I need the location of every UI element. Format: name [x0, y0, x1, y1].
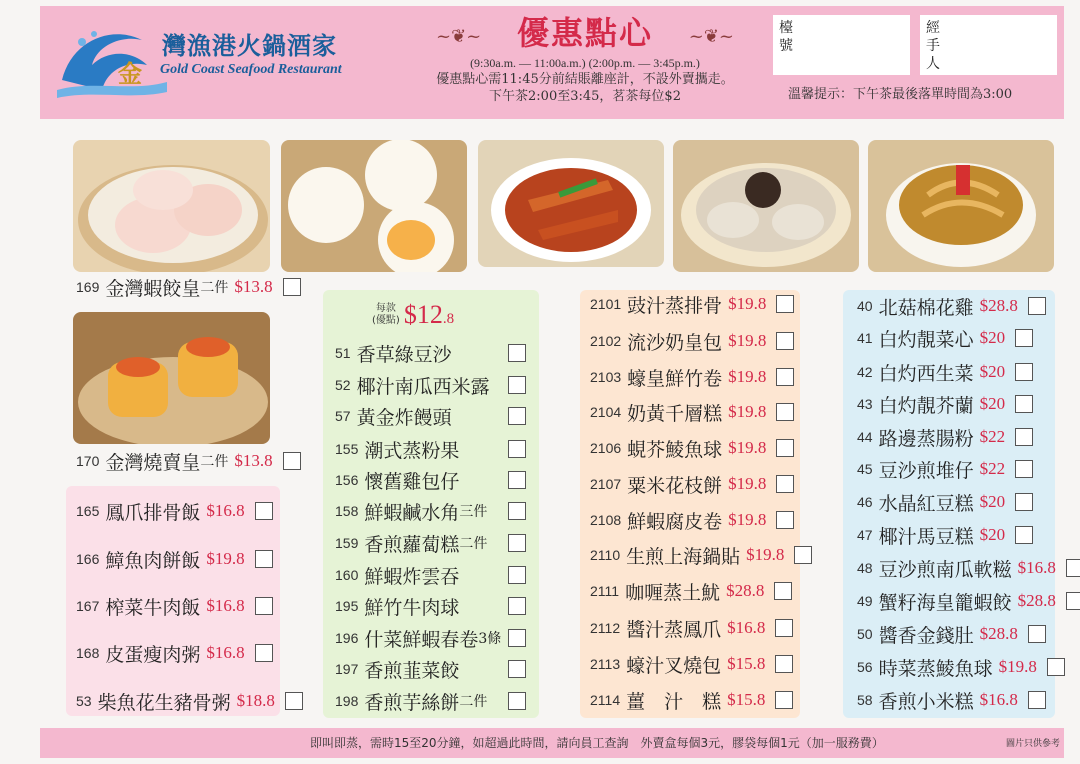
item-number: 48 — [857, 560, 873, 576]
item-price: $19.8 — [728, 474, 767, 493]
item-number: 165 — [76, 503, 100, 519]
logo-chinese-name: 灣漁港火鍋酒家 — [162, 31, 337, 60]
item-name: 水晶紅豆糕 — [878, 492, 974, 515]
item-price: $16.8 — [1017, 558, 1056, 577]
order-checkbox[interactable] — [776, 439, 794, 457]
item-name: 鮮蝦炸雲吞 — [364, 565, 460, 588]
item-number: 195 — [335, 598, 359, 614]
tripe-image — [868, 140, 1054, 272]
special-price-header — [372, 300, 454, 330]
order-checkbox[interactable] — [776, 475, 794, 493]
item-number: 2113 — [590, 656, 621, 672]
item-number: 41 — [857, 330, 873, 346]
ornament-left-icon: ~❦~ — [436, 26, 482, 47]
menu-item-57 — [335, 402, 452, 430]
custard-bun-image — [281, 140, 467, 272]
menu-item-48 — [857, 554, 1080, 582]
menu-item-53 — [76, 687, 303, 715]
item-name: 金灣蝦餃皇 — [105, 277, 201, 300]
order-checkbox[interactable] — [775, 619, 793, 637]
order-checkbox[interactable] — [774, 582, 792, 600]
item-number: 158 — [335, 503, 359, 519]
item-name: 什菜鮮蝦春卷 — [364, 628, 479, 651]
item-name: 豆沙煎南瓜軟糍 — [878, 558, 1012, 581]
order-checkbox[interactable] — [255, 502, 273, 520]
order-checkbox[interactable] — [508, 534, 526, 552]
item-price: $19.8 — [746, 545, 785, 564]
item-number: 51 — [335, 345, 351, 361]
item-number: 40 — [857, 298, 873, 314]
item-price: $19.8 — [206, 549, 245, 568]
menu-item-2110 — [590, 541, 812, 569]
item-price: $19.8 — [728, 367, 767, 386]
item-name: 白灼靚芥蘭 — [878, 394, 974, 417]
item-name: 醬香金錢肚 — [878, 624, 974, 647]
menu-item-160 — [335, 561, 459, 589]
order-info-box — [773, 15, 1057, 75]
menu-item-40 — [857, 292, 1046, 320]
item-quantity-suffix: 二件 — [459, 536, 488, 552]
menu-title: 優惠點心 — [516, 14, 653, 52]
item-price: $22 — [979, 427, 1006, 446]
logo-english-name: Gold Coast Seafood Restaurant — [160, 62, 342, 77]
photo-chicken-feet — [478, 140, 664, 267]
item-price: $19.8 — [728, 438, 767, 457]
logo-gold-char: 金 — [118, 59, 142, 88]
item-name: 粟米花枝餅 — [627, 474, 723, 497]
item-name: 柴魚花生豬骨粥 — [97, 691, 231, 714]
item-number: 168 — [76, 645, 100, 661]
menu-item-197 — [335, 655, 459, 683]
staff-field[interactable] — [920, 15, 1057, 75]
photo-shrimp-dumplings — [73, 140, 270, 272]
table-number-label: 檯號 — [779, 20, 793, 54]
order-checkbox[interactable] — [508, 502, 526, 520]
photo-chicken-rolls — [673, 140, 859, 272]
photo-tripe — [868, 140, 1054, 272]
item-name: 皮蛋瘦肉粥 — [105, 643, 201, 666]
order-checkbox[interactable] — [508, 471, 526, 489]
item-number: 2103 — [590, 369, 622, 385]
order-checkbox[interactable] — [508, 629, 526, 647]
order-checkbox[interactable] — [285, 692, 303, 710]
item-name: 路邊蒸腸粉 — [878, 427, 974, 450]
order-checkbox[interactable] — [1015, 329, 1033, 347]
item-price: $19.8 — [728, 294, 767, 313]
item-name: 潮式蒸粉果 — [364, 439, 460, 462]
item-number: 170 — [76, 453, 100, 469]
item-name: 椰汁南瓜西米露 — [356, 375, 490, 398]
item-number: 2114 — [590, 692, 621, 708]
item-number: 2102 — [590, 333, 622, 349]
item-number: 49 — [857, 593, 873, 609]
item-number: 197 — [335, 661, 359, 677]
order-checkbox[interactable] — [776, 332, 794, 350]
item-name: 香煎芋絲餅 — [364, 691, 460, 714]
menu-item-159 — [335, 529, 487, 557]
item-number: 42 — [857, 364, 873, 380]
staff-label: 經手人 — [926, 20, 940, 72]
chicken-roll-image — [673, 140, 859, 272]
menu-item-2106 — [590, 434, 794, 462]
item-price: $19.8 — [728, 331, 767, 350]
item-name: 椰汁馬豆糕 — [878, 525, 974, 548]
item-number: 169 — [76, 279, 100, 295]
menu-item-2114 — [590, 686, 793, 714]
item-price: $13.8 — [234, 277, 273, 296]
item-price: $20 — [979, 362, 1006, 381]
item-name: 蟹籽海皇籠蝦餃 — [878, 591, 1012, 614]
menu-item-2102 — [590, 327, 794, 355]
item-name: 咖喱蒸土魷 — [625, 581, 721, 604]
item-name: 鮮蝦腐皮卷 — [627, 510, 723, 533]
item-name: 鳳爪排骨飯 — [105, 501, 201, 524]
footer-note: 即叫即蒸，需時15至20分鐘，如超過此時間，請向員工查詢 外賣盒每個3元，膠袋每個1元（加一服務費） — [310, 736, 884, 750]
order-checkbox[interactable] — [508, 440, 526, 458]
order-checkbox[interactable] — [1015, 395, 1033, 413]
menu-item-155 — [335, 435, 459, 463]
item-number: 2108 — [590, 512, 622, 528]
item-name: 鱆魚肉餅飯 — [105, 549, 201, 572]
menu-item-2113 — [590, 650, 793, 678]
item-number: 57 — [335, 408, 351, 424]
item-name: 生煎上海鍋貼 — [626, 545, 741, 568]
item-number: 2104 — [590, 404, 622, 420]
item-price: $16.8 — [979, 690, 1018, 709]
item-name: 白灼靚菜心 — [878, 328, 974, 351]
order-checkbox[interactable] — [508, 566, 526, 584]
item-number: 198 — [335, 693, 359, 709]
order-checkbox[interactable] — [508, 376, 526, 394]
item-name: 鮮蝦鹹水角 — [364, 501, 460, 524]
order-checkbox[interactable] — [1015, 460, 1033, 478]
wave-logo-icon — [52, 20, 172, 100]
order-checkbox[interactable] — [1015, 363, 1033, 381]
menu-item-43 — [857, 390, 1033, 418]
restaurant-logo — [52, 14, 382, 106]
ornament-right-icon: ~❦~ — [688, 26, 734, 47]
menu-item-2108 — [590, 506, 794, 534]
order-checkbox[interactable] — [508, 660, 526, 678]
item-number: 2111 — [590, 583, 620, 599]
order-deadline-tip: 溫馨提示：下午茶最後落單時間為3:00 — [788, 87, 1013, 102]
item-name: 香草綠豆沙 — [356, 343, 452, 366]
item-name: 豉汁蒸排骨 — [627, 294, 723, 317]
special-price-label: 每款 (優點) — [372, 303, 400, 326]
menu-item-49 — [857, 587, 1080, 615]
menu-item-47 — [857, 521, 1033, 549]
order-checkbox[interactable] — [1028, 691, 1046, 709]
menu-item-2101 — [590, 290, 794, 318]
special-price-value: $12.8 — [403, 300, 455, 329]
menu-item-168 — [76, 639, 273, 667]
order-checkbox[interactable] — [508, 344, 526, 362]
item-price: $15.8 — [727, 654, 766, 673]
order-checkbox[interactable] — [1015, 493, 1033, 511]
order-checkbox[interactable] — [1066, 592, 1080, 610]
item-quantity-suffix: 三件 — [459, 504, 488, 520]
item-price: $16.8 — [206, 643, 245, 662]
order-checkbox[interactable] — [776, 368, 794, 386]
menu-item-2104 — [590, 398, 794, 426]
menu-item-50 — [857, 620, 1046, 648]
menu-item-2103 — [590, 363, 794, 391]
item-price: $22 — [979, 459, 1006, 478]
item-name: 懷舊雞包仔 — [364, 470, 460, 493]
photo-disclaimer: 圖片只供參考 — [1006, 739, 1061, 749]
photo-siu-mai — [73, 312, 270, 444]
item-number: 53 — [76, 693, 92, 709]
item-name: 蠔汁叉燒包 — [626, 654, 722, 677]
order-checkbox[interactable] — [776, 295, 794, 313]
order-checkbox[interactable] — [1015, 526, 1033, 544]
item-name: 蠔皇鮮竹卷 — [627, 367, 723, 390]
tea-note: 下午茶2:00至3:45，茗茶每位$2 — [489, 89, 681, 104]
item-quantity-suffix: 3條 — [478, 631, 502, 647]
item-number: 160 — [335, 567, 359, 583]
item-price: $16.8 — [727, 618, 766, 637]
menu-item-46 — [857, 488, 1033, 516]
item-name: 黃金炸饅頭 — [356, 406, 452, 429]
menu-item-158 — [335, 497, 487, 525]
item-number: 2107 — [590, 476, 622, 492]
service-hours: (9:30a.m. — 11:00a.m.) (2:00p.m. — 3:45p.m.) — [470, 56, 700, 70]
item-number: 43 — [857, 396, 873, 412]
item-price: $20 — [979, 394, 1006, 413]
order-checkbox[interactable] — [1066, 559, 1080, 577]
item-price: $28.8 — [979, 296, 1018, 315]
item-price: $15.8 — [727, 690, 766, 709]
item-name: 蜆芥鯪魚球 — [627, 438, 723, 461]
menu-item-42 — [857, 358, 1033, 386]
table-number-field[interactable] — [773, 15, 910, 75]
order-checkbox[interactable] — [1015, 428, 1033, 446]
item-name: 豆沙煎堆仔 — [878, 459, 974, 482]
photo-custard-buns — [281, 140, 467, 272]
item-number: 156 — [335, 472, 359, 488]
item-price: $28.8 — [726, 581, 765, 600]
item-name: 奶黃千層糕 — [627, 402, 723, 425]
item-name: 醬汁蒸鳳爪 — [626, 618, 722, 641]
item-number: 58 — [857, 692, 873, 708]
menu-item-196 — [335, 624, 501, 652]
item-price: $19.8 — [728, 510, 767, 529]
item-price: $13.8 — [234, 451, 273, 470]
item-price: $20 — [979, 328, 1006, 347]
menu-item-51 — [335, 339, 452, 367]
order-checkbox[interactable] — [255, 550, 273, 568]
item-number: 155 — [335, 441, 359, 457]
chicken-feet-image — [478, 140, 664, 267]
order-checkbox[interactable] — [776, 403, 794, 421]
item-name: 榨菜牛肉飯 — [105, 596, 201, 619]
item-name: 北菇棉花雞 — [878, 296, 974, 319]
item-name: 香煎韮菜餃 — [364, 659, 460, 682]
menu-item-198 — [335, 687, 487, 715]
item-price: $19.8 — [728, 402, 767, 421]
order-checkbox[interactable] — [508, 597, 526, 615]
item-number: 2106 — [590, 440, 622, 456]
order-checkbox[interactable] — [508, 407, 526, 425]
menu-item-156 — [335, 466, 459, 494]
menu-item-2107 — [590, 470, 794, 498]
menu-item-56 — [857, 653, 1065, 681]
item-number: 166 — [76, 551, 100, 567]
item-name: 金灣燒賣皇 — [105, 451, 201, 474]
item-price: $20 — [979, 492, 1006, 511]
item-price: $18.8 — [236, 691, 275, 710]
siu-mai-image — [73, 312, 270, 444]
item-number: 47 — [857, 527, 873, 543]
item-price: $16.8 — [206, 596, 245, 615]
title-block — [420, 8, 750, 105]
menu-item-169 — [76, 273, 301, 301]
menu-item-58 — [857, 686, 1046, 714]
menu-item-2112 — [590, 614, 793, 642]
shrimp-dumpling-image — [73, 140, 270, 272]
menu-item-195 — [335, 592, 459, 620]
item-number: 52 — [335, 377, 351, 393]
order-checkbox[interactable] — [775, 655, 793, 673]
item-quantity-suffix: 二件 — [459, 694, 488, 710]
order-checkbox[interactable] — [255, 644, 273, 662]
item-number: 167 — [76, 598, 100, 614]
item-name: 香煎蘿蔔糕 — [364, 533, 460, 556]
menu-item-45 — [857, 455, 1033, 483]
item-name: 白灼西生菜 — [878, 362, 974, 385]
item-name: 鮮竹牛肉球 — [364, 596, 460, 619]
item-number: 56 — [857, 659, 873, 675]
item-price: $28.8 — [1017, 591, 1056, 610]
item-number: 46 — [857, 494, 873, 510]
menu-item-165 — [76, 497, 273, 525]
item-number: 2110 — [590, 547, 621, 563]
order-checkbox[interactable] — [283, 452, 301, 470]
order-checkbox[interactable] — [1047, 658, 1065, 676]
order-checkbox[interactable] — [255, 597, 273, 615]
item-price: $16.8 — [206, 501, 245, 520]
item-number: 50 — [857, 626, 873, 642]
order-checkbox[interactable] — [508, 692, 526, 710]
item-number: 159 — [335, 535, 359, 551]
checkout-note: 優惠點心需11:45分前結賬離座計，不設外賣攜走。 — [436, 72, 734, 87]
item-number: 45 — [857, 461, 873, 477]
item-number: 196 — [335, 630, 359, 646]
item-name: 時菜蒸鯪魚球 — [878, 657, 993, 680]
footer-banner — [40, 728, 1064, 758]
item-number: 44 — [857, 429, 873, 445]
item-quantity-suffix: 二件 — [200, 280, 229, 296]
item-name: 薑 汁 糕 — [626, 690, 722, 713]
item-number: 2101 — [590, 296, 622, 312]
menu-item-166 — [76, 545, 273, 573]
menu-item-52 — [335, 371, 490, 399]
order-checkbox[interactable] — [1028, 625, 1046, 643]
menu-item-44 — [857, 423, 1033, 451]
order-checkbox[interactable] — [1028, 297, 1046, 315]
order-checkbox[interactable] — [794, 546, 812, 564]
item-price: $20 — [979, 525, 1006, 544]
item-name: 流沙奶皇包 — [627, 331, 723, 354]
order-checkbox[interactable] — [776, 511, 794, 529]
item-price: $19.8 — [998, 657, 1037, 676]
menu-item-41 — [857, 324, 1033, 352]
item-name: 香煎小米糕 — [878, 690, 974, 713]
order-checkbox[interactable] — [283, 278, 301, 296]
order-checkbox[interactable] — [775, 691, 793, 709]
item-quantity-suffix: 二件 — [200, 454, 229, 470]
item-price: $28.8 — [979, 624, 1018, 643]
menu-item-167 — [76, 592, 273, 620]
item-number: 2112 — [590, 620, 621, 636]
menu-item-170 — [76, 447, 301, 475]
menu-item-2111 — [590, 577, 792, 605]
